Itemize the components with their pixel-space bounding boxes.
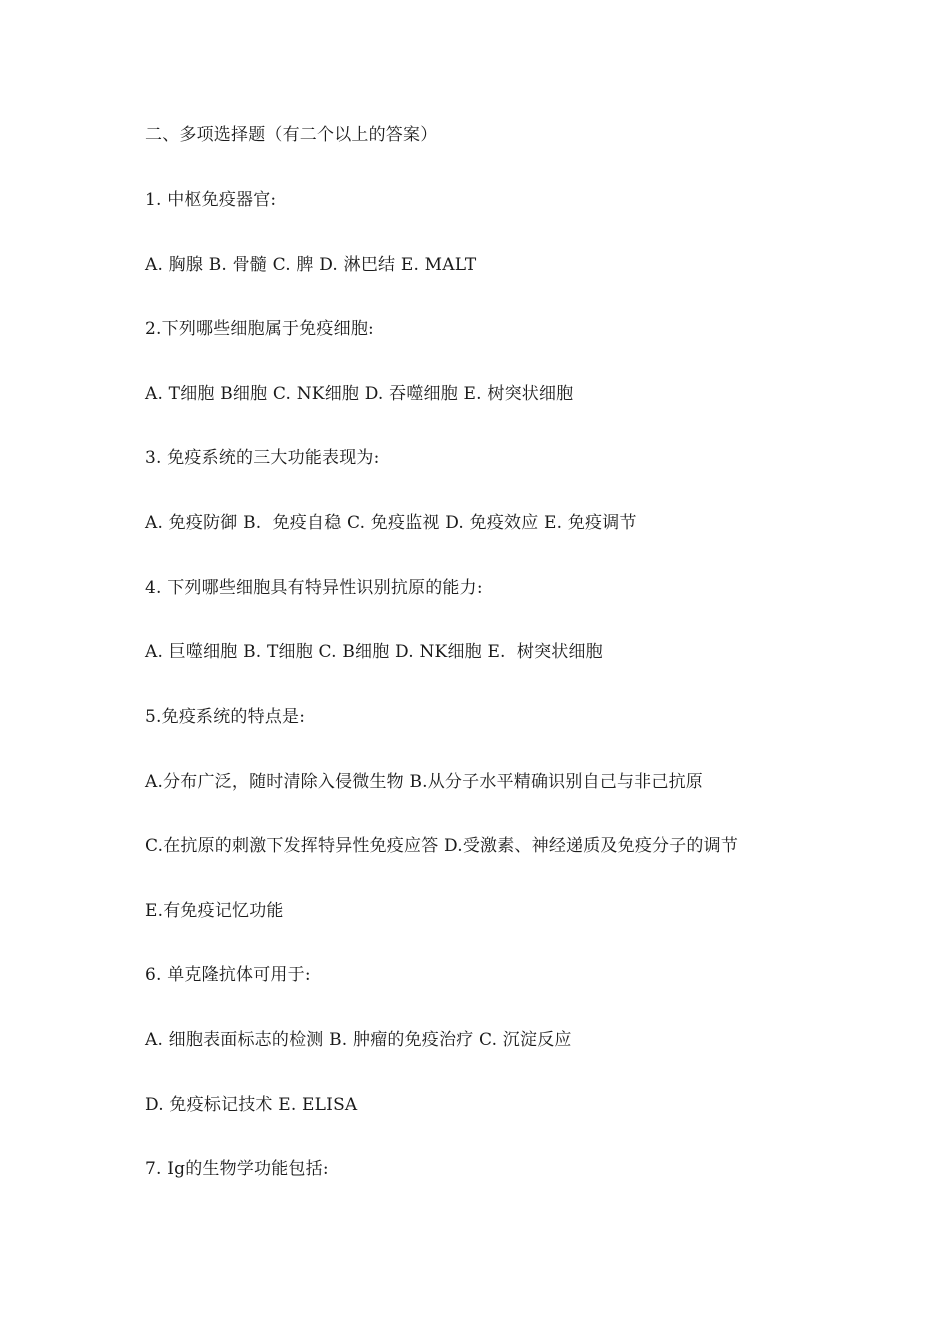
section-heading: 二、多项选择题（有二个以上的答案） bbox=[145, 125, 438, 145]
question-5-options-cd: C.在抗原的刺激下发挥特异性免疫应答 D.受激素、神经递质及免疫分子的调节 bbox=[145, 836, 739, 856]
question-6: 6. 单克隆抗体可用于: bbox=[145, 965, 311, 985]
question-2-options: A. T细胞 B细胞 C. NK细胞 D. 吞噬细胞 E. 树突状细胞 bbox=[145, 384, 574, 404]
question-3-options: A. 免疫防御 B. 免疫自稳 C. 免疫监视 D. 免疫效应 E. 免疫调节 bbox=[145, 513, 637, 533]
question-6-options-abc: A. 细胞表面标志的检测 B. 肿瘤的免疫治疗 C. 沉淀反应 bbox=[145, 1030, 572, 1050]
question-1-options: A. 胸腺 B. 骨髓 C. 脾 D. 淋巴结 E. MALT bbox=[145, 255, 477, 275]
question-5: 5.免疫系统的特点是: bbox=[145, 707, 306, 727]
question-5-option-e: E.有免疫记忆功能 bbox=[145, 901, 284, 921]
question-1: 1. 中枢免疫器官: bbox=[145, 190, 277, 210]
question-6-options-de: D. 免疫标记技术 E. ELISA bbox=[145, 1095, 358, 1115]
question-4-options: A. 巨噬细胞 B. T细胞 C. B细胞 D. NK细胞 E. 树突状细胞 bbox=[145, 642, 603, 662]
question-5-options-ab: A.分布广泛，随时清除入侵微生物 B.从分子水平精确识别自己与非己抗原 bbox=[145, 772, 703, 792]
question-2: 2.下列哪些细胞属于免疫细胞: bbox=[145, 319, 374, 339]
question-7: 7. Ig的生物学功能包括: bbox=[145, 1159, 329, 1179]
question-3: 3. 免疫系统的三大功能表现为: bbox=[145, 448, 380, 468]
question-4: 4. 下列哪些细胞具有特异性识别抗原的能力: bbox=[145, 578, 483, 598]
